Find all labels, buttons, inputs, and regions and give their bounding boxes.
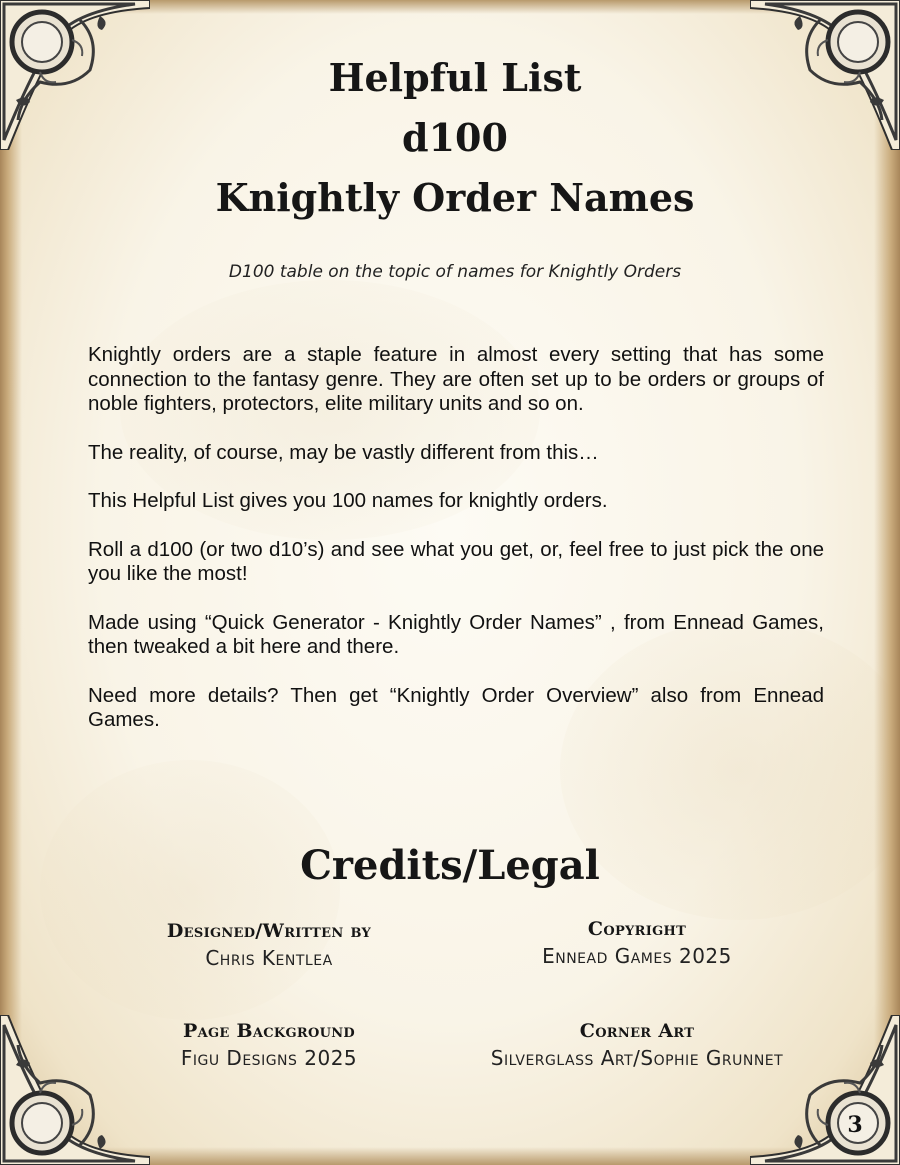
credit-copyright-label: Copyright — [587, 918, 687, 940]
credit-corner-art — [472, 1020, 802, 1070]
parchment-stain — [40, 760, 340, 1020]
title-line-1: Helpful List — [328, 55, 582, 100]
page-number: 3 — [847, 1112, 863, 1138]
credit-copyright — [472, 918, 802, 968]
paragraph-roll: Roll a d100 (or two d10’s) and see what you get, or, feel free to just pick the one you like the most! — [88, 537, 824, 585]
title-line-3: Knightly Order Names — [215, 175, 695, 220]
credits-heading: Credits/Legal — [300, 842, 600, 889]
credit-copyright-value: Ennead Games 2025 — [542, 944, 732, 968]
body-text — [88, 343, 824, 757]
credit-designed-value: Chris Kentlea — [205, 946, 333, 970]
paragraph-more-details: Need more details? Then get “Knightly Order Overview” also from Ennead Games. — [88, 683, 824, 731]
page-title — [150, 48, 760, 228]
credit-background-label: Page Background — [182, 1020, 355, 1042]
corner-ornament-top-right — [750, 0, 900, 150]
paragraph-intro: Knightly orders are a staple feature in almost every setting that has some connection to the fantasy genre. They are often set up to be orders or groups of noble fighters, protectors, elite military units and so on. — [88, 343, 824, 415]
subtitle: D100 table on the topic of names for Knightly Orders — [228, 262, 682, 282]
credit-corner-art-label: Corner Art — [579, 1020, 695, 1042]
credit-corner-art-value: Silverglass Art/Sophie Grunnet — [490, 1046, 784, 1070]
credit-designed — [104, 920, 434, 970]
paragraph-reality: The reality, of course, may be vastly different from this… — [88, 440, 599, 464]
credit-background — [104, 1020, 434, 1070]
paragraph-made-using: Made using “Quick Generator - Knightly Order Names” , from Ennead Games, then tweaked a bit here and there. — [88, 610, 824, 658]
corner-ornament-top-left — [0, 0, 150, 150]
parchment-edge-left — [0, 0, 22, 1165]
title-line-2: d100 — [402, 115, 508, 160]
parchment-edge-right — [874, 0, 900, 1165]
credit-background-value: Figu Designs 2025 — [180, 1046, 358, 1070]
credit-designed-label: Designed/Written by — [166, 920, 372, 942]
paragraph-list-info: This Helpful List gives you 100 names for knightly orders. — [88, 489, 608, 512]
